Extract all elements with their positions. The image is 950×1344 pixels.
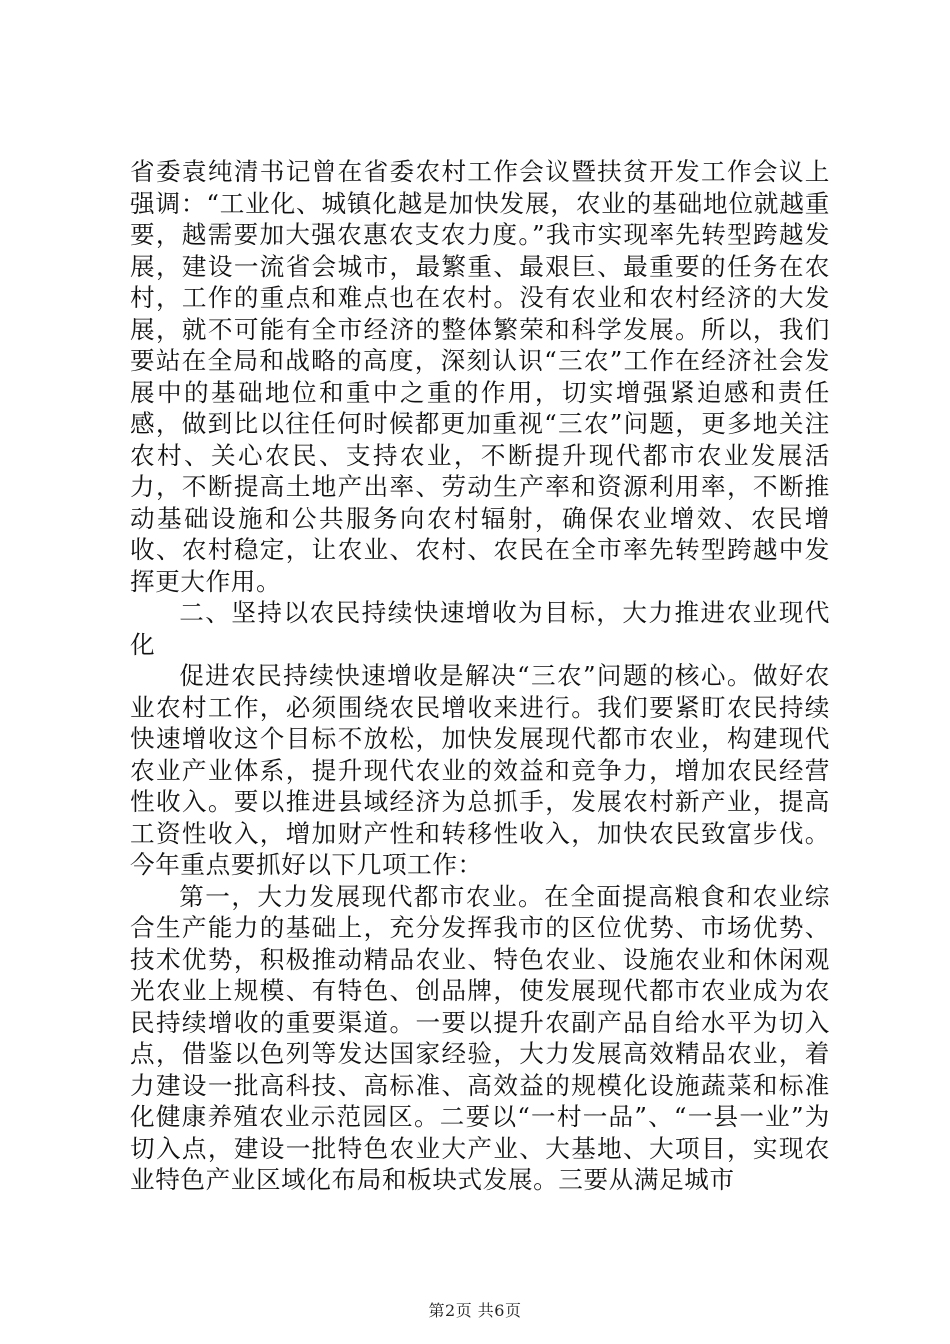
paragraph-intro: 省委袁纯清书记曾在省委农村工作会议暨扶贫开发工作会议上强调：“工业化、城镇化越是加快发展，农业的基础地位就越重要，越需要加大强农惠农支农力度。”我市实现率先转型跨越发展，建设一流省会城市，最繁重、最艰巨、最重要的任务在农村，工作的重点和难点也在农村。没有农业和农村经济的大发展，就不可能有全市经济的整体繁荣和科学发展。所以，我们要站在全局和战略的高度，深刻认识“三农”工作在经济社会发展中的基础地位和重中之重的作用，切实增强紧迫感和责任感，做到比以往任何时候都更加重视“三农”问题，更多地关注农村、关心农民、支持农业，不断提升现代都市农业发展活力，不断提高土地产出率、劳动生产率和资源利用率，不断推动基础设施和公共服务向农村辐射，确保农业增效、农民增收、农村稳定，让农业、农村、农民在全市率先转型跨越中发挥更大作用。 [130, 157, 830, 596]
document-body [130, 156, 830, 1196]
section-heading: 二、坚持以农民持续快速增收为目标，大力推进农业现代化 [130, 598, 830, 659]
paragraph-urban-agriculture: 第一，大力发展现代都市农业。在全面提高粮食和农业综合生产能力的基础上，充分发挥我市的区位优势、市场优势、技术优势，积极推动精品农业、特色农业、设施农业和休闲观光农业上规模、有特色、创品牌，使发展现代都市农业成为农民持续增收的重要渠道。一要以提升农副产品自给水平为切入点，借鉴以色列等发达国家经验，大力发展高效精品农业，着力建设一批高科技、高标准、高效益的规模化设施蔬菜和标准化健康养殖农业示范园区。二要以“一村一品”、“一县一业”为切入点，建设一批特色农业大产业、大基地、大项目，实现农业特色产业区域化布局和板块式发展。三要从满足城市 [130, 881, 830, 1194]
page-number-footer: 第2页 共6页 [428, 1301, 522, 1320]
paragraph-core-income: 促进农民持续快速增收是解决“三农”问题的核心。做好农业农村工作，必须围绕农民增收来进行。我们要紧盯农民持续快速增收这个目标不放松，加快发展现代都市农业，构建现代农业产业体系，提升现代农业的效益和竞争力，增加农民经营性收入。要以推进县域经济为总抓手，发展农村新产业，提高工资性收入，增加财产性和转移性收入，加快农民致富步伐。今年重点要抓好以下几项工作： [130, 661, 830, 879]
